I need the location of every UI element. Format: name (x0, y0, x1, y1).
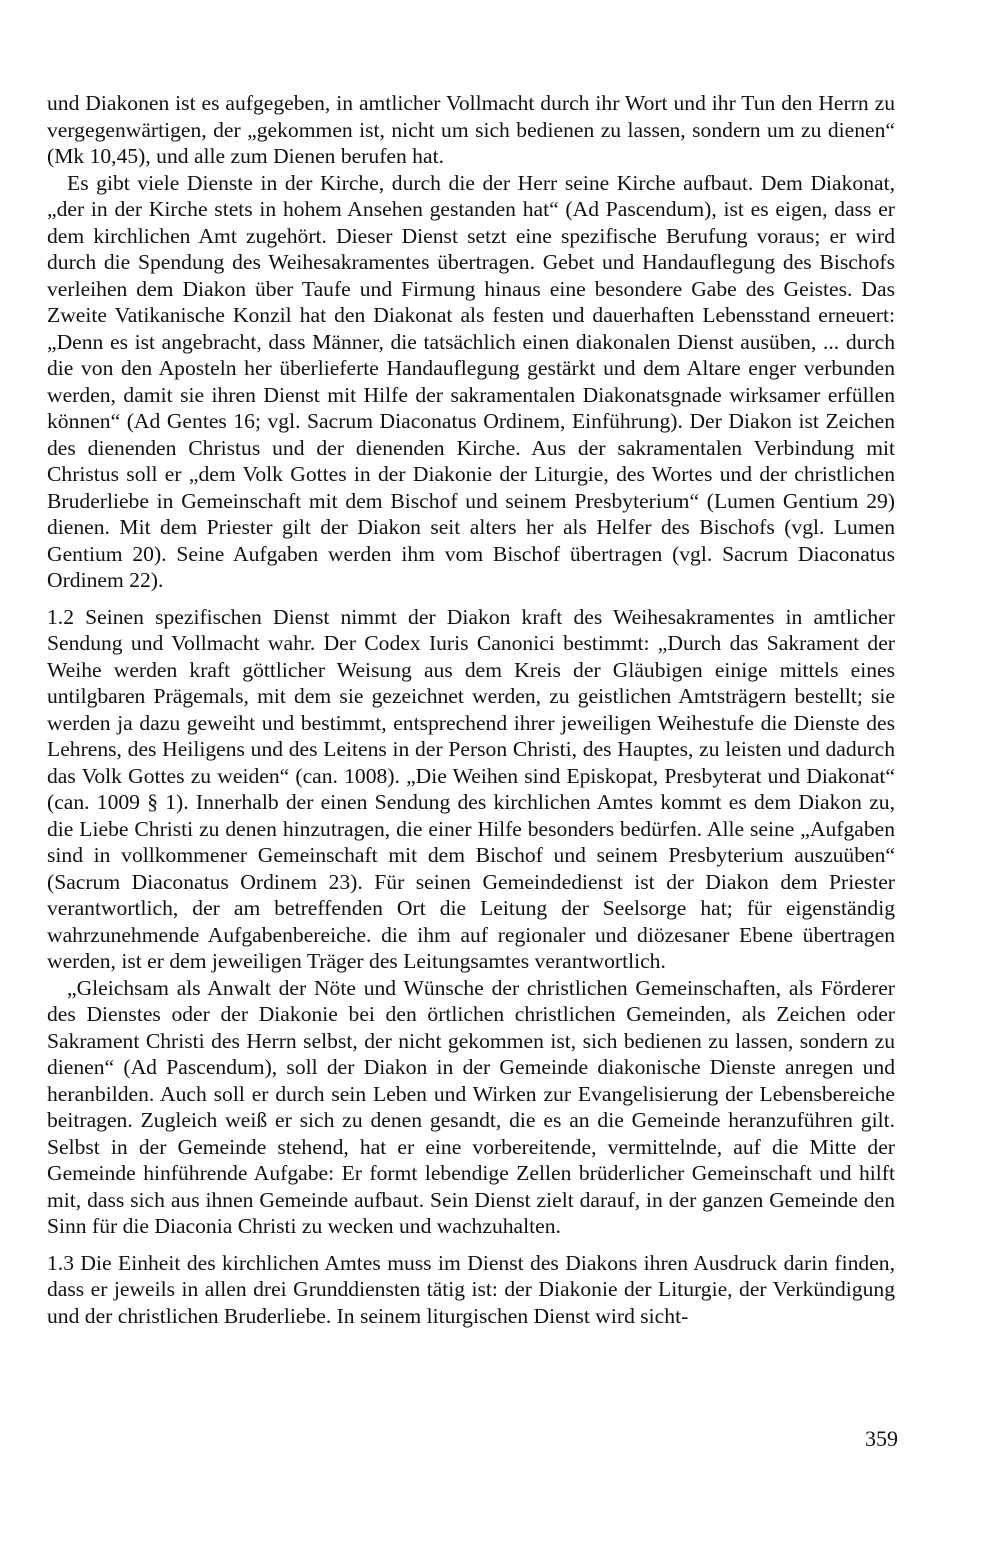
body-text (47, 90, 895, 1329)
paragraph-dienste: Es gibt viele Dienste in der Kirche, durch die der Herr seine Kirche aufbaut. Dem Diakonat, „der in der Kirche stets in hohem Ansehen gestanden hat“ (Ad Pascendum), ist es eigen, dass er dem kirchlichen Amt zugehört. Dieser Dienst setzt eine spezifische Berufung voraus; er wird durch die Spendung des Weihesakramentes übertragen. Gebet und Handauflegung des Bischofs verleihen dem Diakon über Taufe und Firmung hinaus eine besondere Gabe des Geistes. Das Zweite Vatikanische Konzil hat den Diakonat als festen und dauerhaften Lebensstand erneuert: „Denn es ist angebracht, dass Männer, die tatsächlich einen diakonalen Dienst ausüben, ... durch die von den Aposteln her überlieferte Handauflegung gestärkt und dem Altare enger verbunden werden, damit sie ihren Dienst mit Hilfe der sakramentalen Diakonatsgnade wirksamer erfüllen können“ (Ad Gentes 16; vgl. Sacrum Diaconatus Ordinem, Einführung). Der Diakon ist Zeichen des dienenden Christus und der dienenden Kirche. Aus der sakramentalen Verbindung mit Christus soll er „dem Volk Gottes in der Diakonie der Liturgie, des Wortes und der christlichen Bruderliebe in Gemeinschaft mit dem Bischof und seinem Presbyterium“ (Lumen Gentium 29) dienen. Mit dem Priester gilt der Diakon seit alters her als Helfer des Bischofs (vgl. Lumen Gentium 20). Seine Aufgaben werden ihm vom Bischof übertragen (vgl. Sacrum Diaconatus Ordinem 22). (47, 170, 895, 592)
paragraph-section-1-3: 1.3 Die Einheit des kirchlichen Amtes muss im Dienst des Diakons ihren Ausdruck darin finden, dass er jeweils in allen drei Grunddiensten tätig ist: der Diakonie der Liturgie, der Verkündigung und der christlichen Bruderliebe. In seinem liturgischen Dienst wird sicht- (47, 1250, 895, 1328)
paragraph-section-1-2: 1.2 Seinen spezifischen Dienst nimmt der Diakon kraft des Weihesakramentes in amtlicher Sendung und Vollmacht wahr. Der Codex Iuris Canonici bestimmt: „Durch das Sakrament der Weihe werden kraft göttlicher Weisung aus dem Kreis der Gläubigen einige mittels eines untilgbaren Prägemals, mit dem sie gezeichnet werden, zu geistlichen Amtsträgern bestellt; sie werden ja dazu geweiht und bestimmt, entsprechend ihrer jeweiligen Weihestufe die Dienste des Lehrens, des Heiligens und des Leitens in der Person Christi, des Hauptes, zu leisten und dadurch das Volk Gottes zu weiden“ (can. 1008). „Die Weihen sind Episkopat, Presbyterat und Diakonat“ (can. 1009 § 1). Innerhalb der einen Sendung des kirchlichen Amtes kommt es dem Diakon zu, die Liebe Christi zu denen hinzutragen, die einer Hilfe besonders bedürfen. Alle seine „Aufgaben sind in vollkommener Gemeinschaft mit dem Bischof und seinem Presbyterium auszuüben“ (Sacrum Diaconatus Ordinem 23). Für seinen Gemeindedienst ist der Diakon dem Priester verantwortlich, der am betreffenden Ort die Leitung der Seelsorge hat; für eigenständig wahrzunehmende Aufgabenbereiche. die ihm auf regionaler und diözesaner Ebene übertragen werden, ist er dem jeweiligen Träger des Leitungsamtes verantwortlich. (47, 604, 895, 973)
paragraph-anwalt-der-noete: „Gleichsam als Anwalt der Nöte und Wünsche der christlichen Gemeinschaften, als Förderer des Dienstes oder der Diakonie bei den örtlichen christlichen Gemeinden, als Zeichen oder Sakrament Christi des Herrn selbst, der nicht gekommen ist, sich bedienen zu lassen, sondern zu dienen“ (Ad Pascendum), soll der Diakon in der Gemeinde diakonische Dienste anregen und heranbilden. Auch soll er durch sein Leben und Wirken zur Evangelisierung der Lebensbereiche beitragen. Zugleich weiß er sich zu denen gesandt, die es an die Gemeinde heranzuführen gilt. Selbst in der Gemeinde stehend, hat er eine vorbereitende, vermittelnde, auf die Mitte der Gemeinde hinführende Aufgabe: Er formt lebendige Zellen brüderlicher Gemeinschaft und hilft mit, dass sich aus ihnen Gemeinde aufbaut. Sein Dienst zielt darauf, in der ganzen Gemeinde den Sinn für die Diaconia Christi zu wecken und wachzuhalten. (47, 975, 895, 1238)
page-number: 359 (865, 1426, 898, 1451)
paragraph-continuation: und Diakonen ist es aufgegeben, in amtlicher Vollmacht durch ihr Wort und ihr Tun den Herrn zu vergegenwärtigen, der „gekommen ist, nicht um sich bedienen zu lassen, sondern um zu dienen“ (Mk 10,45), und alle zum Dienen berufen hat. (47, 91, 895, 168)
